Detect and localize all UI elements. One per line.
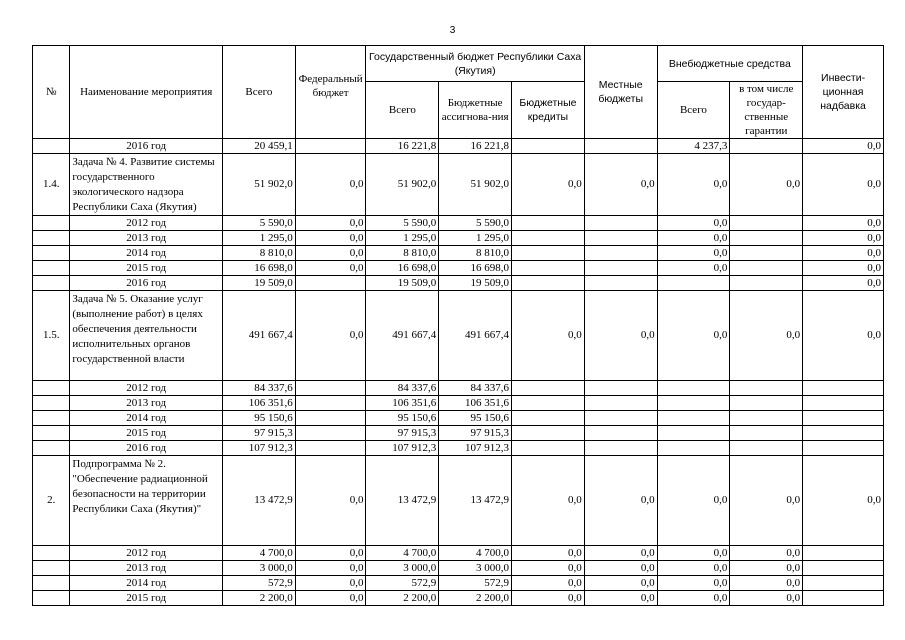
- cell-local: [584, 411, 657, 426]
- cell-invest: [803, 591, 884, 606]
- cell-state-credits: [512, 276, 585, 291]
- cell-extra-total: 0,0: [657, 456, 730, 546]
- cell-state-total: 19 509,0: [366, 276, 439, 291]
- cell-federal: 0,0: [295, 231, 366, 246]
- cell-total: 20 459,1: [222, 139, 295, 154]
- year-label: 2012 год: [70, 381, 223, 396]
- cell-extra-total: [657, 441, 730, 456]
- year-label: 2015 год: [70, 591, 223, 606]
- cell-total: 491 667,4: [222, 291, 295, 381]
- year-label: 2012 год: [70, 546, 223, 561]
- row-number: [33, 411, 70, 426]
- cell-state-assign: 491 667,4: [439, 291, 512, 381]
- header-state-credits: Бюджетные кредиты: [512, 82, 585, 139]
- cell-local: 0,0: [584, 576, 657, 591]
- cell-state-assign: 16 221,8: [439, 139, 512, 154]
- year-label: 2013 год: [70, 231, 223, 246]
- task-name: Задача № 5. Оказание услуг (выполнение работ) в целях обеспечения деятельности исполнительных органов государственной власти: [70, 291, 223, 381]
- cell-total: 13 472,9: [222, 456, 295, 546]
- cell-state-credits: [512, 231, 585, 246]
- cell-state-total: 51 902,0: [366, 154, 439, 216]
- cell-total: 1 295,0: [222, 231, 295, 246]
- header-extra-total: Всего: [657, 82, 730, 139]
- cell-state-credits: [512, 261, 585, 276]
- year-row: [33, 396, 884, 411]
- cell-state-assign: 95 150,6: [439, 411, 512, 426]
- cell-extra-total: 0,0: [657, 591, 730, 606]
- year-row: [33, 261, 884, 276]
- year-label: 2013 год: [70, 396, 223, 411]
- header-extra-guarantee: в том числе государ-ственные гарантии: [730, 82, 803, 139]
- cell-extra-guarantee: 0,0: [730, 291, 803, 381]
- row-number: [33, 426, 70, 441]
- cell-extra-guarantee: [730, 396, 803, 411]
- cell-state-credits: [512, 396, 585, 411]
- cell-state-total: 97 915,3: [366, 426, 439, 441]
- cell-invest: 0,0: [803, 231, 884, 246]
- year-row: [33, 231, 884, 246]
- cell-total: 106 351,6: [222, 396, 295, 411]
- cell-extra-total: [657, 381, 730, 396]
- cell-local: [584, 381, 657, 396]
- cell-total: 95 150,6: [222, 411, 295, 426]
- row-number: [33, 561, 70, 576]
- row-number: [33, 576, 70, 591]
- cell-state-assign: 3 000,0: [439, 561, 512, 576]
- cell-invest: 0,0: [803, 291, 884, 381]
- cell-extra-guarantee: 0,0: [730, 576, 803, 591]
- header-name: Наименование мероприятия: [70, 46, 223, 139]
- header-state-total: Всего: [366, 82, 439, 139]
- cell-state-total: 5 590,0: [366, 216, 439, 231]
- cell-state-credits: [512, 246, 585, 261]
- cell-state-credits: [512, 441, 585, 456]
- cell-invest: 0,0: [803, 139, 884, 154]
- row-number: [33, 441, 70, 456]
- cell-extra-guarantee: [730, 426, 803, 441]
- task-row: [33, 154, 884, 216]
- header-state-group: Государственный бюджет Республики Саха (Якутия): [366, 46, 584, 82]
- cell-state-assign: 16 698,0: [439, 261, 512, 276]
- cell-state-credits: 0,0: [512, 154, 585, 216]
- year-label: 2014 год: [70, 576, 223, 591]
- cell-federal: 0,0: [295, 591, 366, 606]
- cell-total: 84 337,6: [222, 381, 295, 396]
- cell-state-assign: 19 509,0: [439, 276, 512, 291]
- cell-invest: 0,0: [803, 154, 884, 216]
- cell-federal: 0,0: [295, 216, 366, 231]
- year-label: 2014 год: [70, 246, 223, 261]
- cell-invest: [803, 381, 884, 396]
- cell-local: [584, 426, 657, 441]
- year-label: 2012 год: [70, 216, 223, 231]
- row-number: [33, 396, 70, 411]
- cell-state-credits: [512, 411, 585, 426]
- cell-federal: [295, 396, 366, 411]
- cell-extra-total: 0,0: [657, 261, 730, 276]
- cell-federal: [295, 441, 366, 456]
- header-state-assign: Бюджетные ассигнова-ния: [439, 82, 512, 139]
- cell-state-total: 4 700,0: [366, 546, 439, 561]
- cell-invest: [803, 396, 884, 411]
- year-label: 2014 год: [70, 411, 223, 426]
- cell-extra-total: [657, 411, 730, 426]
- header-total: Всего: [222, 46, 295, 139]
- cell-federal: [295, 411, 366, 426]
- cell-extra-guarantee: [730, 276, 803, 291]
- cell-state-credits: [512, 139, 585, 154]
- cell-extra-guarantee: 0,0: [730, 561, 803, 576]
- row-number: [33, 246, 70, 261]
- year-row: [33, 411, 884, 426]
- cell-state-total: 16 221,8: [366, 139, 439, 154]
- year-label: 2016 год: [70, 441, 223, 456]
- year-row: [33, 276, 884, 291]
- cell-state-assign: 5 590,0: [439, 216, 512, 231]
- row-number: 2.: [33, 456, 70, 546]
- cell-extra-guarantee: [730, 381, 803, 396]
- cell-extra-total: [657, 396, 730, 411]
- cell-extra-total: 0,0: [657, 246, 730, 261]
- cell-state-total: 106 351,6: [366, 396, 439, 411]
- year-row: [33, 591, 884, 606]
- cell-local: [584, 396, 657, 411]
- cell-state-total: 16 698,0: [366, 261, 439, 276]
- header-local: Местные бюджеты: [584, 46, 657, 139]
- cell-local: 0,0: [584, 291, 657, 381]
- year-row: [33, 546, 884, 561]
- cell-extra-total: 0,0: [657, 561, 730, 576]
- year-row: [33, 576, 884, 591]
- header-no: №: [33, 46, 70, 139]
- cell-federal: 0,0: [295, 291, 366, 381]
- cell-state-credits: [512, 216, 585, 231]
- cell-extra-guarantee: [730, 261, 803, 276]
- cell-federal: 0,0: [295, 456, 366, 546]
- cell-extra-guarantee: [730, 246, 803, 261]
- cell-state-assign: 106 351,6: [439, 396, 512, 411]
- cell-local: [584, 276, 657, 291]
- cell-local: 0,0: [584, 546, 657, 561]
- cell-total: 4 700,0: [222, 546, 295, 561]
- cell-state-credits: 0,0: [512, 291, 585, 381]
- cell-state-total: 572,9: [366, 576, 439, 591]
- row-number: [33, 276, 70, 291]
- cell-state-credits: 0,0: [512, 576, 585, 591]
- cell-federal: [295, 426, 366, 441]
- cell-invest: 0,0: [803, 456, 884, 546]
- cell-extra-total: 0,0: [657, 576, 730, 591]
- cell-invest: 0,0: [803, 276, 884, 291]
- cell-extra-guarantee: [730, 139, 803, 154]
- row-number: [33, 381, 70, 396]
- cell-state-assign: 84 337,6: [439, 381, 512, 396]
- year-label: 2016 год: [70, 139, 223, 154]
- cell-extra-guarantee: [730, 216, 803, 231]
- year-row: [33, 381, 884, 396]
- cell-state-credits: 0,0: [512, 561, 585, 576]
- cell-local: [584, 139, 657, 154]
- cell-state-total: 491 667,4: [366, 291, 439, 381]
- cell-total: 107 912,3: [222, 441, 295, 456]
- cell-total: 572,9: [222, 576, 295, 591]
- cell-state-assign: 13 472,9: [439, 456, 512, 546]
- cell-state-assign: 2 200,0: [439, 591, 512, 606]
- header-invest: Инвести-ционная надбавка: [803, 46, 884, 139]
- cell-extra-guarantee: 0,0: [730, 456, 803, 546]
- task-row: [33, 291, 884, 381]
- cell-invest: [803, 561, 884, 576]
- task-name: Задача № 4. Развитие системы государственного экологического надзора Республики Саха (Якутия): [70, 154, 223, 216]
- cell-total: 16 698,0: [222, 261, 295, 276]
- cell-invest: 0,0: [803, 246, 884, 261]
- cell-state-credits: [512, 381, 585, 396]
- table-body: [33, 139, 884, 606]
- cell-state-total: 107 912,3: [366, 441, 439, 456]
- cell-extra-guarantee: [730, 441, 803, 456]
- cell-total: 97 915,3: [222, 426, 295, 441]
- cell-state-credits: 0,0: [512, 591, 585, 606]
- cell-state-total: 84 337,6: [366, 381, 439, 396]
- row-number: [33, 231, 70, 246]
- cell-federal: [295, 276, 366, 291]
- cell-state-total: 13 472,9: [366, 456, 439, 546]
- cell-state-assign: 1 295,0: [439, 231, 512, 246]
- cell-total: 8 810,0: [222, 246, 295, 261]
- cell-total: 3 000,0: [222, 561, 295, 576]
- cell-state-assign: 107 912,3: [439, 441, 512, 456]
- year-label: 2013 год: [70, 561, 223, 576]
- year-label: 2016 год: [70, 276, 223, 291]
- cell-local: [584, 231, 657, 246]
- cell-invest: [803, 411, 884, 426]
- row-number: [33, 591, 70, 606]
- cell-total: 5 590,0: [222, 216, 295, 231]
- task-name: Подпрограмма № 2. "Обеспечение радиационной безопасности на территории Республики Саха (Якутия)": [70, 456, 223, 546]
- page-number: 3: [449, 25, 456, 36]
- year-label: 2015 год: [70, 426, 223, 441]
- cell-invest: [803, 546, 884, 561]
- year-row: [33, 139, 884, 154]
- cell-extra-total: 0,0: [657, 231, 730, 246]
- cell-extra-total: 0,0: [657, 154, 730, 216]
- cell-state-total: 3 000,0: [366, 561, 439, 576]
- budget-table: [32, 45, 884, 606]
- cell-state-assign: 8 810,0: [439, 246, 512, 261]
- cell-total: 51 902,0: [222, 154, 295, 216]
- cell-state-total: 8 810,0: [366, 246, 439, 261]
- cell-local: [584, 246, 657, 261]
- cell-state-total: 2 200,0: [366, 591, 439, 606]
- cell-extra-guarantee: 0,0: [730, 154, 803, 216]
- row-number: 1.4.: [33, 154, 70, 216]
- cell-state-credits: 0,0: [512, 456, 585, 546]
- cell-local: 0,0: [584, 154, 657, 216]
- cell-federal: 0,0: [295, 561, 366, 576]
- cell-extra-total: 0,0: [657, 546, 730, 561]
- row-number: [33, 261, 70, 276]
- year-label: 2015 год: [70, 261, 223, 276]
- cell-total: 19 509,0: [222, 276, 295, 291]
- year-row: [33, 216, 884, 231]
- task-row: [33, 456, 884, 546]
- cell-federal: 0,0: [295, 261, 366, 276]
- cell-local: 0,0: [584, 591, 657, 606]
- cell-extra-total: 0,0: [657, 216, 730, 231]
- cell-extra-total: [657, 426, 730, 441]
- cell-invest: [803, 441, 884, 456]
- cell-local: 0,0: [584, 561, 657, 576]
- year-row: [33, 441, 884, 456]
- header-federal: Федеральный бюджет: [295, 46, 366, 139]
- cell-federal: 0,0: [295, 576, 366, 591]
- year-row: [33, 246, 884, 261]
- cell-invest: 0,0: [803, 261, 884, 276]
- cell-state-total: 1 295,0: [366, 231, 439, 246]
- cell-invest: 0,0: [803, 216, 884, 231]
- cell-state-credits: [512, 426, 585, 441]
- cell-extra-total: [657, 276, 730, 291]
- row-number: 1.5.: [33, 291, 70, 381]
- cell-extra-guarantee: [730, 231, 803, 246]
- row-number: [33, 546, 70, 561]
- cell-local: [584, 261, 657, 276]
- cell-local: [584, 441, 657, 456]
- cell-invest: [803, 426, 884, 441]
- cell-extra-total: 4 237,3: [657, 139, 730, 154]
- header-extra-group: Внебюджетные средства: [657, 46, 803, 82]
- cell-local: [584, 216, 657, 231]
- cell-state-assign: 4 700,0: [439, 546, 512, 561]
- cell-state-total: 95 150,6: [366, 411, 439, 426]
- cell-federal: 0,0: [295, 546, 366, 561]
- year-row: [33, 426, 884, 441]
- cell-state-credits: 0,0: [512, 546, 585, 561]
- cell-total: 2 200,0: [222, 591, 295, 606]
- cell-federal: 0,0: [295, 154, 366, 216]
- table-header: [33, 46, 884, 139]
- cell-state-assign: 572,9: [439, 576, 512, 591]
- year-row: [33, 561, 884, 576]
- cell-extra-guarantee: 0,0: [730, 546, 803, 561]
- cell-invest: [803, 576, 884, 591]
- cell-extra-total: 0,0: [657, 291, 730, 381]
- cell-state-assign: 97 915,3: [439, 426, 512, 441]
- cell-federal: [295, 381, 366, 396]
- cell-federal: [295, 139, 366, 154]
- cell-extra-guarantee: [730, 411, 803, 426]
- cell-extra-guarantee: 0,0: [730, 591, 803, 606]
- row-number: [33, 216, 70, 231]
- row-number: [33, 139, 70, 154]
- cell-local: 0,0: [584, 456, 657, 546]
- cell-federal: 0,0: [295, 246, 366, 261]
- cell-state-assign: 51 902,0: [439, 154, 512, 216]
